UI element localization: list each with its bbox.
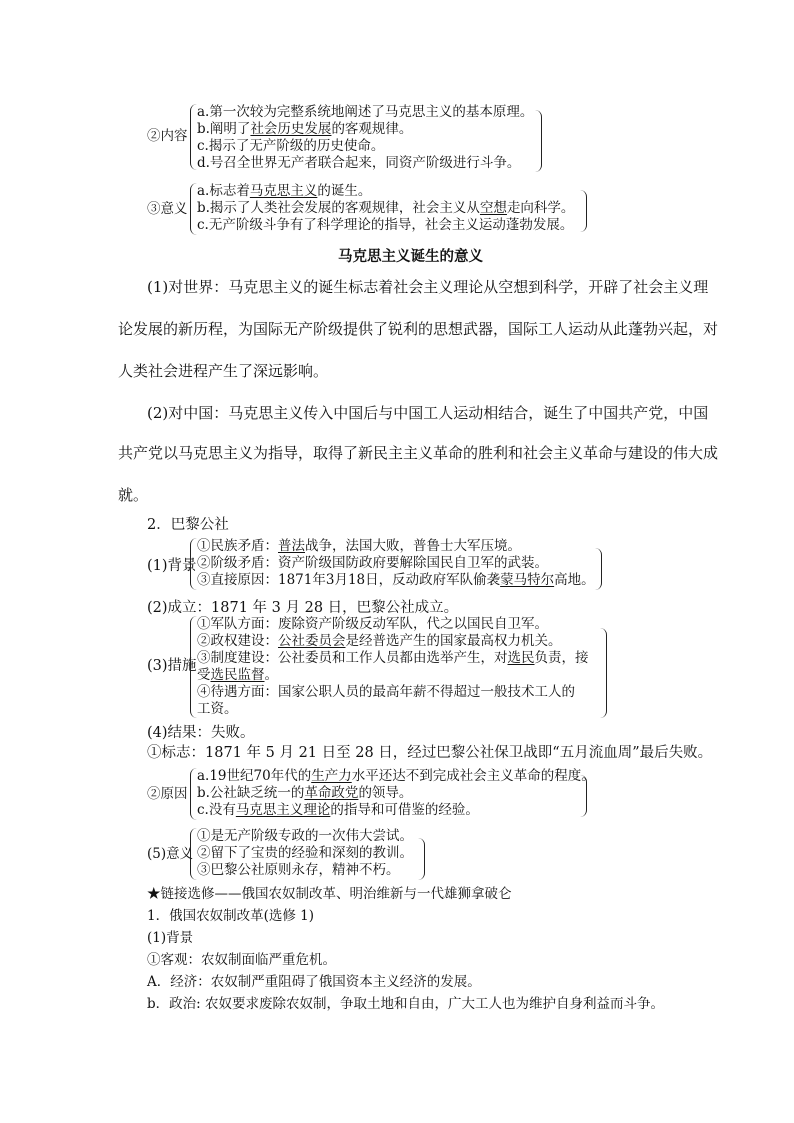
item-text: a.标志着 xyxy=(197,183,250,199)
underlined-term: 马克思主义理论 xyxy=(235,802,331,818)
heading-mks-significance: 马克思主义诞生的意义 xyxy=(338,248,483,265)
underlined-term: 普法 xyxy=(278,538,305,554)
item-text: 受 xyxy=(197,667,211,683)
item-text: 高地。 xyxy=(554,572,595,588)
para-china-line-1: (2)对中国：马克思主义传入中国后与中国工人运动相结合，诞生了中国共产党，中国 xyxy=(147,404,709,422)
item-text: ①是无产阶级专政的一次伟大尝试。 xyxy=(197,828,413,844)
list-item xyxy=(197,862,413,879)
underlined-term: 蒙马特尔 xyxy=(500,572,555,588)
beijing-items xyxy=(197,538,595,589)
item-text: ②阶级矛盾：资产阶级国防政府要解除国民自卫军的武装。 xyxy=(197,555,548,571)
yiyi-items xyxy=(197,183,574,234)
item-text: 的客观规律。 xyxy=(331,121,413,137)
neirong-label: ②内容 xyxy=(147,128,188,144)
yiyi-left-brace xyxy=(190,183,197,235)
neirong-items xyxy=(197,104,533,172)
item-text: c.揭示了无产阶级的历史使命。 xyxy=(197,138,385,154)
list-item xyxy=(197,650,589,667)
list-item xyxy=(197,667,589,684)
list-item xyxy=(197,845,413,862)
item-text: ②留下了宝贵的经验和深刻的教训。 xyxy=(197,845,413,861)
list-item xyxy=(197,572,595,589)
yuanyin-right-brace xyxy=(580,775,587,817)
yuanyin-label: ②原因 xyxy=(147,786,188,802)
cuoshi-label: (3)措施 xyxy=(147,658,197,674)
item-text: b.公社缺乏统一的 xyxy=(197,785,305,801)
item-text: 是经普选产生的国家最高权力机关。 xyxy=(345,633,562,649)
list-item xyxy=(197,200,574,217)
item-text: c.无产阶级斗争有了科学理论的指导，社会主义运动蓬勃发展。 xyxy=(197,217,574,233)
underlined-term: 公社委员会 xyxy=(278,633,346,649)
para-china-line-2: 共产党以马克思主义为指导，取得了新民主主义革命的胜利和社会主义革命与建设的伟大成 xyxy=(118,444,719,462)
list-item xyxy=(197,684,589,701)
yiyi5-left-brace xyxy=(190,828,197,880)
underlined-term: 革命政党 xyxy=(304,785,359,801)
yiyi5-label: (5)意义 xyxy=(147,846,194,862)
underlined-term: 社会历史发展 xyxy=(250,121,332,137)
yiyi5-right-brace xyxy=(418,838,425,880)
cuoshi-right-brace xyxy=(600,628,607,718)
line-economy: A．经济：农奴制严重阻碍了俄国资本主义经济的发展。 xyxy=(147,974,481,990)
cuoshi-left-brace xyxy=(190,616,197,718)
line-biaozhi: ①标志：1871 年 5 月 21 日至 28 日，经过巴黎公社保卫战即“五月流血周”最后失败。 xyxy=(147,745,713,761)
list-item xyxy=(197,802,595,819)
item-text: ③直接原因：1871年3月18日，反动政府军队偷袭 xyxy=(197,572,501,588)
item-text: ③制度建设：公社委员和工作人员都由选举产生，对 xyxy=(197,650,508,666)
list-item xyxy=(197,104,533,121)
item-text: ③巴黎公社原则永存，精神不朽。 xyxy=(197,862,400,878)
heading-russia-reform: 1．俄国农奴制改革(选修 1) xyxy=(147,908,315,924)
list-item xyxy=(197,768,595,785)
list-item xyxy=(197,828,413,845)
underlined-term: 空想 xyxy=(479,200,507,216)
list-item xyxy=(197,121,533,138)
line-keguan: ①客观：农奴制面临严重危机。 xyxy=(147,952,336,968)
heading-paris-commune: 2．巴黎公社 xyxy=(147,517,229,533)
neirong-right-brace xyxy=(535,110,542,172)
item-text: 战争，法国大败，普鲁士大军压境。 xyxy=(305,538,521,554)
line-politics: b．政治: 农奴要求废除农奴制，争取土地和自由，广大工人也为维护自身利益而斗争。 xyxy=(147,996,664,1012)
beijing-right-brace xyxy=(595,548,602,590)
item-text: ①军队方面：废除资产阶级反动军队，代之以国民自卫军。 xyxy=(197,616,548,632)
para-world-line-1: (1)对世界：马克思主义的诞生标志着社会主义理论从空想到科学，开辟了社会主义理 xyxy=(147,278,709,296)
yiyi-right-brace xyxy=(580,190,587,232)
para-world-line-3: 人类社会进程产生了深远影响。 xyxy=(118,362,329,380)
item-text: d.号召全世界无产者联合起来，同资产阶级进行斗争。 xyxy=(197,155,521,171)
heading-link-elective: ★链接选修——俄国农奴制改革、明治维新与一代雄狮拿破仑 xyxy=(147,886,512,902)
item-text: ①民族矛盾： xyxy=(197,538,278,554)
yiyi-label: ③意义 xyxy=(147,201,188,217)
underlined-term: 马克思主义 xyxy=(249,183,318,199)
line-chengli: (2)成立：1871 年 3 月 28 日，巴黎公社成立。 xyxy=(147,600,459,616)
beijing-left-brace xyxy=(190,538,197,590)
list-item xyxy=(197,138,533,155)
cuoshi-items xyxy=(197,616,589,718)
item-text: b.阐明了 xyxy=(197,121,251,137)
list-item xyxy=(197,217,574,234)
list-item xyxy=(197,555,595,572)
underlined-term: 选民监督 xyxy=(210,667,265,683)
yiyi5-items xyxy=(197,828,413,879)
list-item xyxy=(197,183,574,200)
list-item xyxy=(197,155,533,172)
item-text: 的领导。 xyxy=(358,785,413,801)
item-text: 水平还达不到完成社会主义革命的程度。 xyxy=(351,768,595,784)
list-item xyxy=(197,701,589,718)
beijing-label: (1)背景 xyxy=(147,558,197,574)
neirong-left-brace xyxy=(190,104,197,170)
item-text: 的诞生。 xyxy=(317,183,372,199)
item-text: a.19世纪70年代的 xyxy=(197,768,312,784)
item-text: 的指导和可借鉴的经验。 xyxy=(330,802,479,818)
underlined-term: 选民 xyxy=(507,650,535,666)
para-china-line-3: 就。 xyxy=(118,486,149,504)
item-text: 工资。 xyxy=(197,701,238,717)
line-background: (1)背景 xyxy=(147,930,194,946)
item-text: a.第一次较为完整系统地阐述了马克思主义的基本原理。 xyxy=(197,104,534,120)
yuanyin-left-brace xyxy=(190,768,197,820)
list-item xyxy=(197,616,589,633)
item-text: 。 xyxy=(264,667,278,683)
list-item xyxy=(197,785,595,802)
item-text: 负责，接 xyxy=(534,650,589,666)
para-world-line-2: 论发展的新历程，为国际无产阶级提供了锐利的思想武器，国际工人运动从此蓬勃兴起，对 xyxy=(118,320,719,338)
yuanyin-items xyxy=(197,768,595,819)
item-text: ②政权建设： xyxy=(197,633,278,649)
item-text: 走向科学。 xyxy=(506,200,575,216)
item-text: c.没有 xyxy=(197,802,236,818)
list-item xyxy=(197,538,595,555)
item-text: ④待遇方面：国家公职人员的最高年薪不得超过一般技术工人的 xyxy=(197,684,575,700)
underlined-term: 生产力 xyxy=(311,768,352,784)
item-text: b.揭示了人类社会发展的客观规律，社会主义从 xyxy=(197,200,480,216)
line-jieguo: (4)结果：失败。 xyxy=(147,725,255,741)
list-item xyxy=(197,633,589,650)
